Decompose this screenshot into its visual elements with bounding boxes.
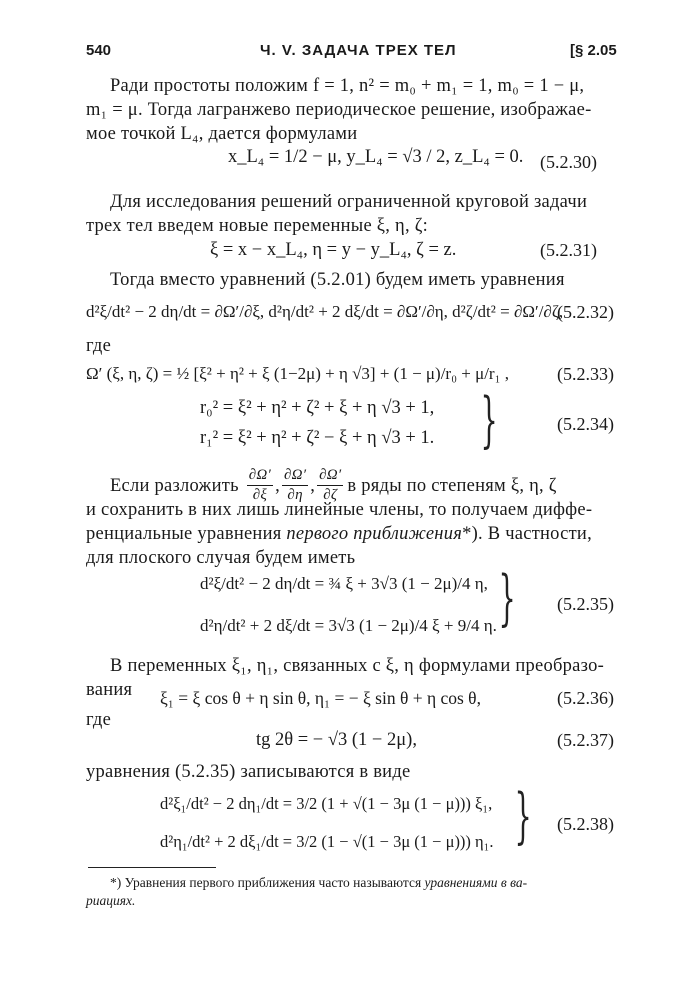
footnote-rule xyxy=(88,867,216,868)
equation-number: (5.2.34) xyxy=(557,414,614,434)
partial-denominator: ∂η xyxy=(287,487,303,503)
equation-5-2-38-line1: d²ξ₁/dt² − 2 dη₁/dt = 3/2 (1 + √(1 − 3μ (1 − μ))) ξ₁, xyxy=(160,794,493,813)
equation-5-2-33: Ω′ (ξ, η, ζ) = ½ [ξ² + η² + ξ (1−2μ) + η √3] + (1 − μ)/r₀ + μ/r₁ , xyxy=(86,364,510,383)
emphasis: риациях. xyxy=(86,893,136,908)
text-line: Тогда вместо уравнений (5.2.01) будем иметь уравнения xyxy=(110,270,565,290)
text-span: в ряды по степеням ξ, η, ζ xyxy=(347,475,557,496)
running-title: Ч. V. ЗАДАЧА ТРЕХ ТЕЛ xyxy=(260,42,457,59)
equation-number: (5.2.30) xyxy=(540,152,597,172)
separator: , xyxy=(275,475,280,496)
partial-denominator: ∂ξ xyxy=(252,487,268,503)
text-line: трех тел введем новые переменные ξ, η, ζ: xyxy=(86,216,429,236)
right-brace: } xyxy=(498,563,516,633)
text-line: m₁ = μ. Тогда лагранжево периодическое решение, изображае- xyxy=(86,100,592,120)
partial-numerator: ∂Ω′ xyxy=(282,468,308,486)
section-ref: [§ 2.05 xyxy=(570,42,617,59)
separator: , xyxy=(310,475,316,496)
text-line xyxy=(86,522,592,546)
equation-5-2-37: tg 2θ = − √3 (1 − 2μ), xyxy=(256,730,417,750)
partial-numerator: ∂Ω′ xyxy=(317,468,343,486)
equation-number: (5.2.33) xyxy=(557,364,614,384)
equation-5-2-31: ξ = x − x_L₄, η = y − y_L₄, ζ = z. xyxy=(210,240,457,260)
equation-5-2-36: ξ₁ = ξ cos θ + η sin θ, η₁ = − ξ sin θ + η cos θ, xyxy=(160,688,481,708)
partial-denominator: ∂ζ xyxy=(323,487,338,503)
equation-5-2-35-line1: d²ξ/dt² − 2 dη/dt = ¾ ξ + 3√3 (1 − 2μ)/4 η, xyxy=(200,574,488,593)
emphasis: первого приближения xyxy=(286,524,463,544)
text-line: уравнения (5.2.35) записываются в виде xyxy=(86,762,411,782)
right-brace: } xyxy=(480,385,498,455)
equation-number: (5.2.35) xyxy=(557,594,614,614)
equation-5-2-34-line2: r₁² = ξ² + η² + ζ² − ξ + η √3 + 1. xyxy=(200,428,435,448)
text-span: *). В частности, xyxy=(462,524,592,544)
emphasis: уравнениями в ва- xyxy=(424,875,528,890)
equation-5-2-30: x_L₄ = 1/2 − μ, y_L₄ = √3 / 2, z_L₄ = 0. xyxy=(228,147,524,167)
partial-numerator: ∂Ω′ xyxy=(247,468,273,486)
text-line: где xyxy=(86,710,112,730)
equation-number: (5.2.32) xyxy=(557,302,614,322)
text-line: Для исследования решений ограниченной круговой задачи xyxy=(110,192,588,212)
equation-number: (5.2.38) xyxy=(557,814,614,834)
text-line: мое точкой L₄, дается формулами xyxy=(86,124,358,144)
footnote-line xyxy=(110,874,527,892)
text-line: и сохранить в них лишь линейные члены, то получаем диффе- xyxy=(86,500,593,520)
text-line: где xyxy=(86,336,112,356)
equation-number: (5.2.31) xyxy=(540,240,597,260)
text-line: В переменных ξ₁, η₁, связанных с ξ, η формулами преобразо- xyxy=(110,656,604,676)
equation-5-2-34-line1: r₀² = ξ² + η² + ζ² + ξ + η √3 + 1, xyxy=(200,398,435,418)
text-line: для плоского случая будем иметь xyxy=(86,548,356,568)
text-span: *) Уравнения первого приближения часто называются xyxy=(110,875,422,890)
text-span: ренциальные уравнения xyxy=(86,524,282,544)
equation-number: (5.2.36) xyxy=(557,688,614,708)
equation-5-2-35-line2: d²η/dt² + 2 dξ/dt = 3√3 (1 − 2μ)/4 ξ + 9/4 η. xyxy=(200,616,497,635)
text-span: Если разложить xyxy=(110,475,239,496)
right-brace: } xyxy=(514,781,532,851)
text-line: вания xyxy=(86,680,133,700)
footnote-line xyxy=(86,892,135,910)
equation-5-2-38-line2: d²η₁/dt² + 2 dξ₁/dt = 3/2 (1 − √(1 − 3μ (1 − μ))) η₁. xyxy=(160,832,494,851)
equation-5-2-32: d²ξ/dt² − 2 dη/dt = ∂Ω′/∂ξ, d²η/dt² + 2 dξ/dt = ∂Ω′/∂η, d²ζ/dt² = ∂Ω′/∂ζ, xyxy=(86,302,564,321)
equation-number: (5.2.37) xyxy=(557,730,614,750)
page-number: 540 xyxy=(86,42,112,59)
text-line: Ради простоты положим f = 1, n² = m₀ + m₁ = 1, m₀ = 1 − μ, xyxy=(110,76,585,96)
